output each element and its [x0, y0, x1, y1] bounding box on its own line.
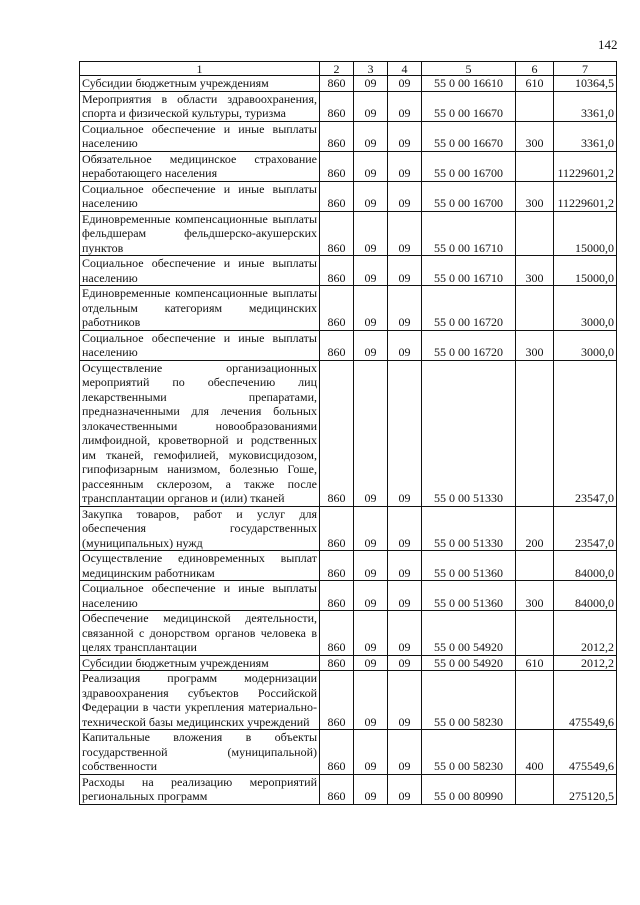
column-header-7: 7 [554, 62, 617, 76]
amount-cell: 15000,0 [554, 211, 617, 256]
subsection-cell: 09 [388, 360, 422, 506]
expense-type-cell [516, 774, 554, 804]
item-name-cell: Мероприятия в области здравоохранения, спорта и физической культуры, туризма [80, 91, 320, 121]
section-cell: 09 [354, 730, 388, 775]
expense-type-cell [516, 360, 554, 506]
table-row [80, 655, 617, 671]
table-row [80, 611, 617, 656]
table-row [80, 581, 617, 611]
amount-cell: 84000,0 [554, 581, 617, 611]
table-row [80, 330, 617, 360]
expense-type-cell: 300 [516, 581, 554, 611]
table-header [80, 62, 617, 76]
subsection-cell: 09 [388, 506, 422, 551]
ministry-code-cell: 860 [320, 91, 354, 121]
item-name-cell: Обеспечение медицинской деятельности, связанной с донорством органов человека в целях трансплантации [80, 611, 320, 656]
amount-cell: 84000,0 [554, 551, 617, 581]
target-article-cell: 55 0 00 58230 [422, 730, 516, 775]
target-article-cell: 55 0 00 54920 [422, 655, 516, 671]
expense-type-cell [516, 671, 554, 730]
subsection-cell: 09 [388, 730, 422, 775]
item-name-cell: Субсидии бюджетным учреждениям [80, 76, 320, 92]
target-article-cell: 55 0 00 16710 [422, 256, 516, 286]
subsection-cell: 09 [388, 581, 422, 611]
target-article-cell: 55 0 00 51330 [422, 506, 516, 551]
section-cell: 09 [354, 286, 388, 331]
expense-type-cell [516, 611, 554, 656]
section-cell: 09 [354, 611, 388, 656]
expense-type-cell: 300 [516, 181, 554, 211]
target-article-cell: 55 0 00 16700 [422, 151, 516, 181]
target-article-cell: 55 0 00 58230 [422, 671, 516, 730]
expense-type-cell: 610 [516, 76, 554, 92]
item-name-cell: Социальное обеспечение и иные выплаты населению [80, 581, 320, 611]
item-name-cell: Капитальные вложения в объекты государственной (муниципальной) собственности [80, 730, 320, 775]
ministry-code-cell: 860 [320, 655, 354, 671]
subsection-cell: 09 [388, 330, 422, 360]
ministry-code-cell: 860 [320, 181, 354, 211]
target-article-cell: 55 0 00 16720 [422, 330, 516, 360]
item-name-cell: Осуществление единовременных выплат медицинским работникам [80, 551, 320, 581]
subsection-cell: 09 [388, 551, 422, 581]
amount-cell: 23547,0 [554, 360, 617, 506]
ministry-code-cell: 860 [320, 211, 354, 256]
column-header-1: 1 [80, 62, 320, 76]
section-cell: 09 [354, 330, 388, 360]
section-cell: 09 [354, 76, 388, 92]
target-article-cell: 55 0 00 16670 [422, 121, 516, 151]
amount-cell: 3000,0 [554, 330, 617, 360]
subsection-cell: 09 [388, 181, 422, 211]
subsection-cell: 09 [388, 774, 422, 804]
ministry-code-cell: 860 [320, 121, 354, 151]
table-row [80, 76, 617, 92]
target-article-cell: 55 0 00 16720 [422, 286, 516, 331]
amount-cell: 3361,0 [554, 91, 617, 121]
expense-type-cell: 300 [516, 330, 554, 360]
ministry-code-cell: 860 [320, 76, 354, 92]
ministry-code-cell: 860 [320, 611, 354, 656]
item-name-cell: Осуществление организационных мероприятий по обеспечению лиц лекарственными препаратами, предназначенными для лечения больных злокачественными новообразованиями лимфоидной, кроветворной и родственных им тканей, гемофилией, муковисцидозом, гипофизарным нанизмом, болезнью Гоше, рассеянным склерозом, а также после трансплантации органов и (или) тканей [80, 360, 320, 506]
section-cell: 09 [354, 181, 388, 211]
amount-cell: 2012,2 [554, 611, 617, 656]
amount-cell: 15000,0 [554, 256, 617, 286]
table-row [80, 506, 617, 551]
header-row [80, 62, 617, 76]
subsection-cell: 09 [388, 76, 422, 92]
expense-type-cell: 610 [516, 655, 554, 671]
amount-cell: 10364,5 [554, 76, 617, 92]
table-row [80, 181, 617, 211]
expense-type-cell [516, 91, 554, 121]
column-header-2: 2 [320, 62, 354, 76]
target-article-cell: 55 0 00 16670 [422, 91, 516, 121]
section-cell: 09 [354, 151, 388, 181]
target-article-cell: 55 0 00 51360 [422, 581, 516, 611]
section-cell: 09 [354, 581, 388, 611]
table-row [80, 91, 617, 121]
column-header-3: 3 [354, 62, 388, 76]
expense-type-cell: 400 [516, 730, 554, 775]
target-article-cell: 55 0 00 16700 [422, 181, 516, 211]
amount-cell: 11229601,2 [554, 151, 617, 181]
ministry-code-cell: 860 [320, 256, 354, 286]
section-cell: 09 [354, 551, 388, 581]
target-article-cell: 55 0 00 80990 [422, 774, 516, 804]
item-name-cell: Обязательное медицинское страхование неработающего населения [80, 151, 320, 181]
amount-cell: 275120,5 [554, 774, 617, 804]
column-header-5: 5 [422, 62, 516, 76]
table-row [80, 121, 617, 151]
subsection-cell: 09 [388, 256, 422, 286]
target-article-cell: 55 0 00 51330 [422, 360, 516, 506]
budget-table [79, 61, 617, 805]
item-name-cell: Расходы на реализацию мероприятий региональных программ [80, 774, 320, 804]
section-cell: 09 [354, 671, 388, 730]
amount-cell: 2012,2 [554, 655, 617, 671]
table-body [80, 76, 617, 805]
item-name-cell: Субсидии бюджетным учреждениям [80, 655, 320, 671]
ministry-code-cell: 860 [320, 671, 354, 730]
expense-type-cell [516, 211, 554, 256]
item-name-cell: Социальное обеспечение и иные выплаты населению [80, 330, 320, 360]
ministry-code-cell: 860 [320, 286, 354, 331]
subsection-cell: 09 [388, 121, 422, 151]
amount-cell: 3000,0 [554, 286, 617, 331]
table-row [80, 286, 617, 331]
item-name-cell: Социальное обеспечение и иные выплаты населению [80, 256, 320, 286]
table-row [80, 211, 617, 256]
amount-cell: 23547,0 [554, 506, 617, 551]
subsection-cell: 09 [388, 655, 422, 671]
subsection-cell: 09 [388, 151, 422, 181]
table-row [80, 671, 617, 730]
expense-type-cell [516, 286, 554, 331]
expense-type-cell: 200 [516, 506, 554, 551]
expense-type-cell [516, 551, 554, 581]
section-cell: 09 [354, 774, 388, 804]
expense-type-cell: 300 [516, 121, 554, 151]
ministry-code-cell: 860 [320, 774, 354, 804]
ministry-code-cell: 860 [320, 151, 354, 181]
subsection-cell: 09 [388, 671, 422, 730]
ministry-code-cell: 860 [320, 360, 354, 506]
target-article-cell: 55 0 00 54920 [422, 611, 516, 656]
item-name-cell: Единовременные компенсационные выплаты фельдшерам фельдшерско-акушерских пунктов [80, 211, 320, 256]
ministry-code-cell: 860 [320, 551, 354, 581]
amount-cell: 475549,6 [554, 730, 617, 775]
table-row [80, 360, 617, 506]
item-name-cell: Реализация программ модернизации здравоохранения субъектов Российской Федерации в части укрепления материально-технической базы медицинских учреждений [80, 671, 320, 730]
target-article-cell: 55 0 00 16710 [422, 211, 516, 256]
item-name-cell: Социальное обеспечение и иные выплаты населению [80, 121, 320, 151]
subsection-cell: 09 [388, 211, 422, 256]
table-row [80, 151, 617, 181]
item-name-cell: Закупка товаров, работ и услуг для обеспечения государственных (муниципальных) нужд [80, 506, 320, 551]
table-row [80, 256, 617, 286]
section-cell: 09 [354, 506, 388, 551]
ministry-code-cell: 860 [320, 581, 354, 611]
expense-type-cell [516, 151, 554, 181]
column-header-6: 6 [516, 62, 554, 76]
subsection-cell: 09 [388, 611, 422, 656]
item-name-cell: Единовременные компенсационные выплаты отдельным категориям медицинских работников [80, 286, 320, 331]
table-row [80, 774, 617, 804]
section-cell: 09 [354, 91, 388, 121]
target-article-cell: 55 0 00 16610 [422, 76, 516, 92]
section-cell: 09 [354, 360, 388, 506]
ministry-code-cell: 860 [320, 330, 354, 360]
section-cell: 09 [354, 655, 388, 671]
subsection-cell: 09 [388, 91, 422, 121]
amount-cell: 11229601,2 [554, 181, 617, 211]
section-cell: 09 [354, 121, 388, 151]
subsection-cell: 09 [388, 286, 422, 331]
column-header-4: 4 [388, 62, 422, 76]
expense-type-cell: 300 [516, 256, 554, 286]
amount-cell: 3361,0 [554, 121, 617, 151]
amount-cell: 475549,6 [554, 671, 617, 730]
ministry-code-cell: 860 [320, 730, 354, 775]
target-article-cell: 55 0 00 51360 [422, 551, 516, 581]
ministry-code-cell: 860 [320, 506, 354, 551]
section-cell: 09 [354, 211, 388, 256]
table-row [80, 551, 617, 581]
page-number: 142 [598, 37, 618, 52]
section-cell: 09 [354, 256, 388, 286]
item-name-cell: Социальное обеспечение и иные выплаты населению [80, 181, 320, 211]
table-row [80, 730, 617, 775]
